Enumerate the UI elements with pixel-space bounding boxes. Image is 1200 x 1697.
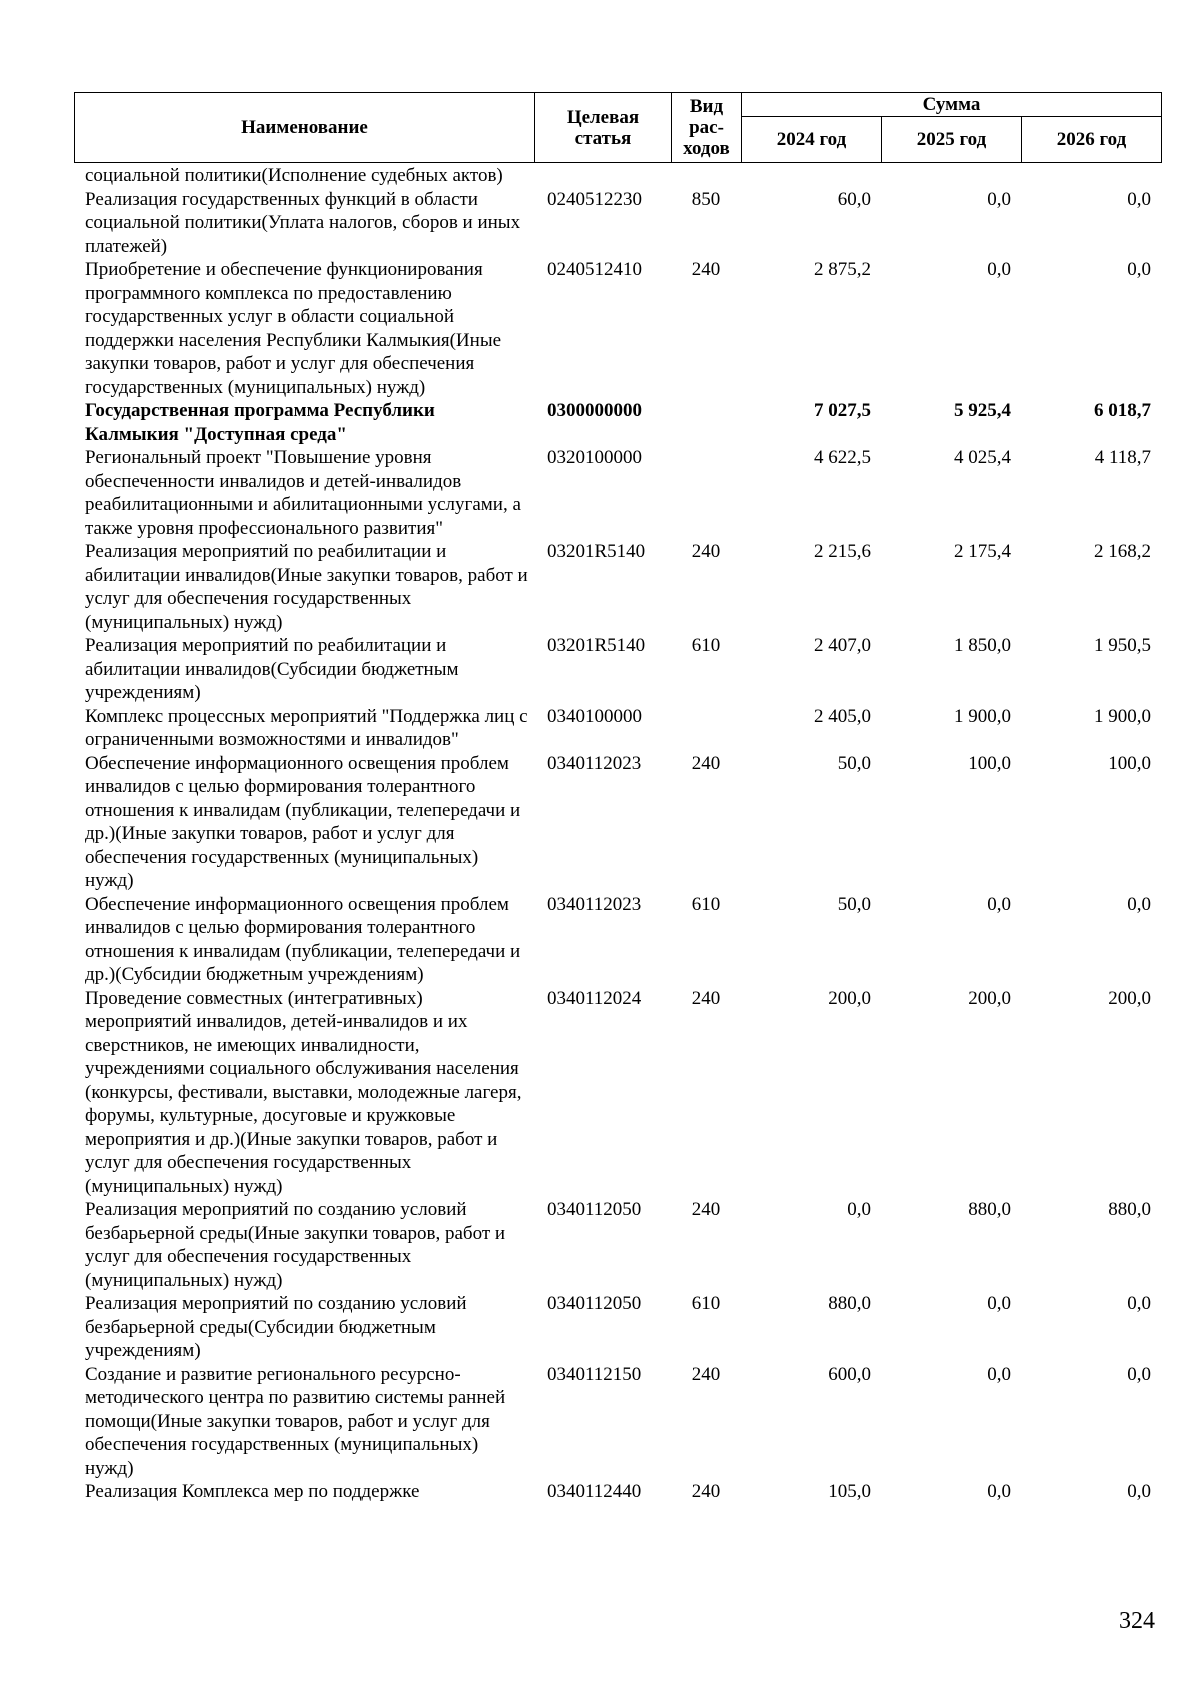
row-value-2026: 0,0 — [1127, 1481, 1151, 1502]
row-target-code: 0340112023 — [547, 893, 642, 915]
row-target-code: 0340112150 — [547, 1363, 642, 1385]
row-target-code: 03201R5140 — [547, 635, 646, 656]
row-value-2025: 0,0 — [987, 259, 1011, 280]
row-expense-kind — [671, 164, 741, 188]
row-name: Региональный проект "Повышение уровня обеспеченности инвалидов и детей-инвалидов реабилитационными и абилитационными услугами, а также уровня профессионального развития" — [85, 447, 521, 539]
row-value-2024: 2 407,0 — [814, 635, 871, 656]
row-name: социальной политики(Исполнение судебных актов) — [85, 165, 503, 186]
row-value-2026: 0,0 — [1127, 259, 1151, 280]
row-name: Комплекс процессных мероприятий "Поддержка лиц с ограниченными возможностями и инвалидов" — [85, 705, 528, 750]
table-row — [74, 1292, 1161, 1363]
row-value-2024: 105,0 — [828, 1481, 871, 1502]
header-target-line1: Целевая — [566, 106, 640, 128]
row-name: Реализация мероприятий по реабилитации и абилитации инвалидов(Субсидии бюджетным учреждениям) — [85, 635, 459, 703]
row-value-2026: 200,0 — [1108, 987, 1151, 1009]
row-value-2025 — [881, 164, 1021, 188]
table-row — [74, 893, 1161, 987]
row-value-2026: 1 950,5 — [1094, 635, 1151, 656]
row-expense-kind: 610 — [691, 635, 721, 656]
row-value-2025: 0,0 — [987, 1481, 1011, 1502]
header-kind-line2: рас- — [689, 117, 724, 138]
table-row — [74, 446, 1161, 540]
row-value-2025: 0,0 — [987, 188, 1011, 210]
row-value-2024: 600,0 — [828, 1363, 871, 1385]
row-value-2026: 6 018,7 — [1094, 400, 1151, 421]
row-target-code: 0340112050 — [547, 1199, 642, 1220]
table-row — [74, 705, 1161, 752]
table-row — [74, 752, 1161, 893]
row-name: Проведение совместных (интегративных) мероприятий инвалидов, детей-инвалидов и их сверстников, не имеющих инвалидности, учреждениями социального обслуживания населения (конкурсы, фестивали, выставки, молодежные лагеря, форумы, культурные, досуговые и кружковые мероприятия и др.)(Иные закупки товаров, работ и услуг для обеспечения государственных (муниципальных) нужд) — [85, 987, 522, 1197]
header-name: Наименование — [75, 93, 535, 163]
header-expense-kind — [672, 93, 742, 163]
row-expense-kind — [671, 399, 741, 446]
row-value-2026: 2 168,2 — [1094, 541, 1151, 562]
table-row — [74, 1198, 1161, 1292]
row-target-code: 0340112024 — [547, 987, 642, 1009]
row-value-2025: 2 175,4 — [954, 541, 1011, 562]
row-name: Приобретение и обеспечение функционирования программного комплекса по предоставлению государственных услуг в области социальной поддержки населения Республики Калмыкия(Иные закупки товаров, работ и услуг для обеспечения государственных (муниципальных) нужд) — [85, 259, 502, 398]
row-target-code: 0240512230 — [547, 188, 642, 210]
table-row — [74, 188, 1161, 259]
table-row — [74, 987, 1161, 1199]
row-expense-kind: 240 — [691, 752, 721, 774]
row-value-2025: 880,0 — [968, 1199, 1011, 1220]
header-target-article — [535, 93, 672, 163]
table-row — [74, 540, 1161, 634]
row-target-code: 0340112050 — [547, 1293, 642, 1314]
row-value-2025: 200,0 — [968, 987, 1011, 1009]
row-name: Государственная программа Республики Калмыкия "Доступная среда" — [85, 400, 435, 445]
header-year-2025: 2025 год — [882, 117, 1022, 163]
row-value-2024: 200,0 — [828, 987, 871, 1009]
row-target-code: 0240512410 — [547, 259, 642, 280]
row-name: Реализация мероприятий по созданию условий безбарьерной среды(Иные закупки товаров, работ и услуг для обеспечения государственных (муниципальных) нужд) — [85, 1199, 506, 1291]
row-expense-kind: 610 — [691, 893, 721, 915]
row-value-2024: 2 215,6 — [814, 541, 871, 562]
header-kind-line3: ходов — [683, 138, 730, 159]
row-name: Реализация мероприятий по созданию условий безбарьерной среды(Субсидии бюджетным учреждениям) — [85, 1293, 467, 1361]
row-value-2024: 880,0 — [828, 1293, 871, 1314]
row-expense-kind: 240 — [691, 987, 721, 1009]
row-value-2025: 0,0 — [987, 1293, 1011, 1314]
row-expense-kind: 240 — [691, 259, 721, 280]
row-target-code: 03201R5140 — [547, 541, 646, 562]
row-value-2026: 880,0 — [1108, 1199, 1151, 1220]
table-row — [74, 1480, 1161, 1504]
row-target-code — [534, 164, 671, 188]
header-year-2024: 2024 год — [742, 117, 882, 163]
row-expense-kind — [671, 446, 741, 540]
row-expense-kind: 240 — [691, 1199, 721, 1220]
header-kind-line1: Вид — [689, 96, 724, 117]
row-target-code: 0340112440 — [547, 1481, 642, 1502]
table-row — [74, 258, 1161, 399]
row-expense-kind — [671, 705, 741, 752]
row-target-code: 0300000000 — [547, 400, 642, 421]
row-target-code: 0320100000 — [547, 447, 642, 468]
row-value-2024: 60,0 — [837, 188, 871, 210]
row-expense-kind: 610 — [691, 1293, 721, 1314]
header-year-2026: 2026 год — [1022, 117, 1162, 163]
row-name: Реализация государственных функций в области социальной политики(Уплата налогов, сборов и иных платежей) — [85, 188, 521, 257]
table-row — [74, 399, 1161, 446]
header-sum: Сумма — [742, 93, 1162, 117]
row-expense-kind: 240 — [691, 1363, 721, 1385]
row-value-2024: 50,0 — [837, 893, 871, 915]
row-value-2024: 0,0 — [847, 1199, 871, 1220]
row-value-2025: 100,0 — [968, 752, 1011, 774]
row-value-2025: 4 025,4 — [954, 447, 1011, 468]
row-target-code: 0340100000 — [547, 705, 642, 727]
row-expense-kind: 240 — [691, 541, 721, 562]
row-value-2024: 2 875,2 — [814, 259, 871, 280]
row-value-2024: 2 405,0 — [814, 705, 871, 727]
page-number: 324 — [1119, 1608, 1155, 1634]
row-name: Обеспечение информационного освещения проблем инвалидов с целью формирования толерантного отношения к инвалидам (публикации, телепередачи и др.)(Субсидии бюджетным учреждениям) — [85, 893, 521, 985]
budget-table — [74, 164, 1161, 1504]
table-row — [74, 634, 1161, 705]
table-row — [74, 164, 1161, 188]
row-value-2025: 1 900,0 — [954, 705, 1011, 727]
row-value-2026: 100,0 — [1108, 752, 1151, 774]
table-header — [74, 92, 1162, 163]
row-name: Реализация Комплекса мер по поддержке — [85, 1481, 420, 1502]
row-target-code: 0340112023 — [547, 752, 642, 774]
table-row — [74, 1363, 1161, 1481]
row-expense-kind: 240 — [691, 1481, 721, 1502]
row-value-2026: 1 900,0 — [1094, 705, 1151, 727]
row-name: Реализация мероприятий по реабилитации и абилитации инвалидов(Иные закупки товаров, работ и услуг для обеспечения государственных (муниципальных) нужд) — [85, 541, 528, 633]
row-value-2026: 0,0 — [1127, 893, 1151, 915]
row-value-2026 — [1021, 164, 1161, 188]
row-value-2026: 4 118,7 — [1094, 447, 1151, 468]
row-value-2026: 0,0 — [1127, 1293, 1151, 1314]
row-value-2026: 0,0 — [1127, 188, 1151, 210]
row-value-2025: 1 850,0 — [954, 635, 1011, 656]
row-name: Создание и развитие регионального ресурсно-методического центра по развитию системы ранней помощи(Иные закупки товаров, работ и услуг для обеспечения государственных (муниципальных) нужд) — [85, 1363, 506, 1479]
row-value-2025: 0,0 — [987, 1363, 1011, 1385]
row-value-2026: 0,0 — [1127, 1363, 1151, 1385]
row-value-2025: 5 925,4 — [954, 400, 1011, 421]
row-value-2024: 50,0 — [837, 752, 871, 774]
row-value-2024: 7 027,5 — [814, 400, 871, 421]
row-value-2024 — [741, 164, 881, 188]
row-name: Обеспечение информационного освещения проблем инвалидов с целью формирования толерантного отношения к инвалидам (публикации, телепередачи и др.)(Иные закупки товаров, работ и услуг для обеспечения государственных (муниципальных) нужд) — [85, 752, 521, 891]
header-target-line2: статья — [574, 127, 632, 149]
row-expense-kind: 850 — [691, 188, 721, 210]
row-value-2024: 4 622,5 — [814, 447, 871, 468]
row-value-2025: 0,0 — [987, 893, 1011, 915]
